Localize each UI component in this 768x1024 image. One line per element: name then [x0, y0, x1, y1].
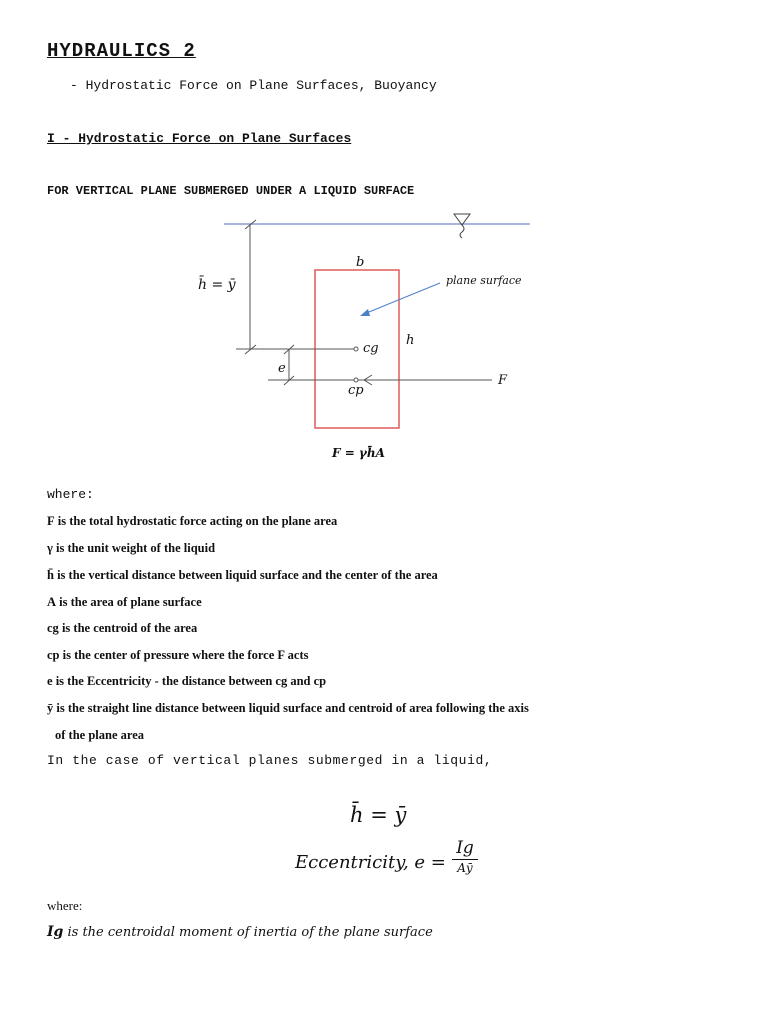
ig-symbol: Ig — [47, 924, 64, 940]
definition-text: is the center of pressure where the force F acts — [59, 648, 309, 662]
definition-text: is the vertical distance between liquid surface and the center of the area — [53, 568, 438, 582]
definition-symbol: F — [47, 514, 55, 528]
vertical-planes-statement: In the case of vertical planes submerged in a liquid, — [47, 753, 493, 768]
label-cp: cp — [348, 383, 364, 398]
fraction-denominator: Aȳ — [457, 861, 473, 875]
definition-text: is the straight line distance between liquid surface and centroid of area following the axis — [53, 701, 529, 715]
cp-point — [354, 378, 358, 382]
definition-item — [47, 541, 215, 556]
definition-symbol: e — [47, 674, 53, 688]
definition-symbol: ȳ — [47, 701, 54, 715]
diagram-heading: FOR VERTICAL PLANE SUBMERGED UNDER A LIQUID SURFACE — [47, 184, 415, 198]
equation-depth-equality: h̄ = ȳ — [350, 803, 407, 827]
label-cg: cg — [363, 341, 379, 356]
definition-text: is the unit weight of the liquid — [52, 541, 216, 555]
definition-item — [47, 568, 438, 583]
equation-eccentricity-lhs: Eccentricity, e = — [295, 852, 446, 873]
definition-symbol: A — [47, 595, 57, 609]
label-hbar-y: h̄ = ȳ — [198, 277, 236, 293]
document-title: HYDRAULICS 2 — [47, 40, 196, 62]
where-label: where: — [47, 487, 94, 502]
label-h: h — [406, 333, 415, 348]
ig-text: is the centroidal moment of inertia of the plane surface — [63, 925, 433, 940]
plane-surface-pointer — [364, 283, 440, 314]
cg-point — [354, 347, 358, 351]
hydrostatic-diagram — [0, 200, 768, 470]
label-b: b — [356, 255, 365, 270]
definition-item — [47, 514, 337, 529]
label-F: F — [498, 373, 508, 388]
definition-continuation: of the plane area — [55, 728, 144, 742]
label-plane-surface: plane surface — [446, 274, 522, 287]
definition-symbol: γ — [47, 541, 53, 555]
document-subtitle: - Hydrostatic Force on Plane Surfaces, Buoyancy — [70, 78, 437, 93]
force-formula: F = γh̄A — [332, 446, 385, 460]
fraction-numerator: Ig — [456, 838, 474, 858]
ig-definition — [47, 924, 433, 940]
definition-text: is the total hydrostatic force acting on the plane area — [54, 514, 338, 528]
where-label-2: where: — [47, 898, 83, 913]
definition-item — [47, 648, 309, 663]
definition-symbol: h̄ — [47, 568, 54, 582]
definition-text: is the Eccentricity - the distance between cg and cp — [52, 674, 327, 688]
definition-item — [47, 595, 202, 610]
fraction-bar — [452, 859, 478, 860]
label-e: e — [278, 361, 286, 376]
section-heading: I - Hydrostatic Force on Plane Surfaces — [47, 131, 352, 146]
definition-symbol: cg — [47, 621, 59, 635]
definition-item — [47, 674, 326, 689]
definition-text: is the centroid of the area — [58, 621, 198, 635]
eccentricity-fraction — [452, 838, 478, 875]
definition-item — [47, 701, 529, 716]
definition-symbol: cp — [47, 648, 60, 662]
definition-item — [47, 621, 197, 636]
definition-text: is the area of plane surface — [56, 595, 202, 609]
